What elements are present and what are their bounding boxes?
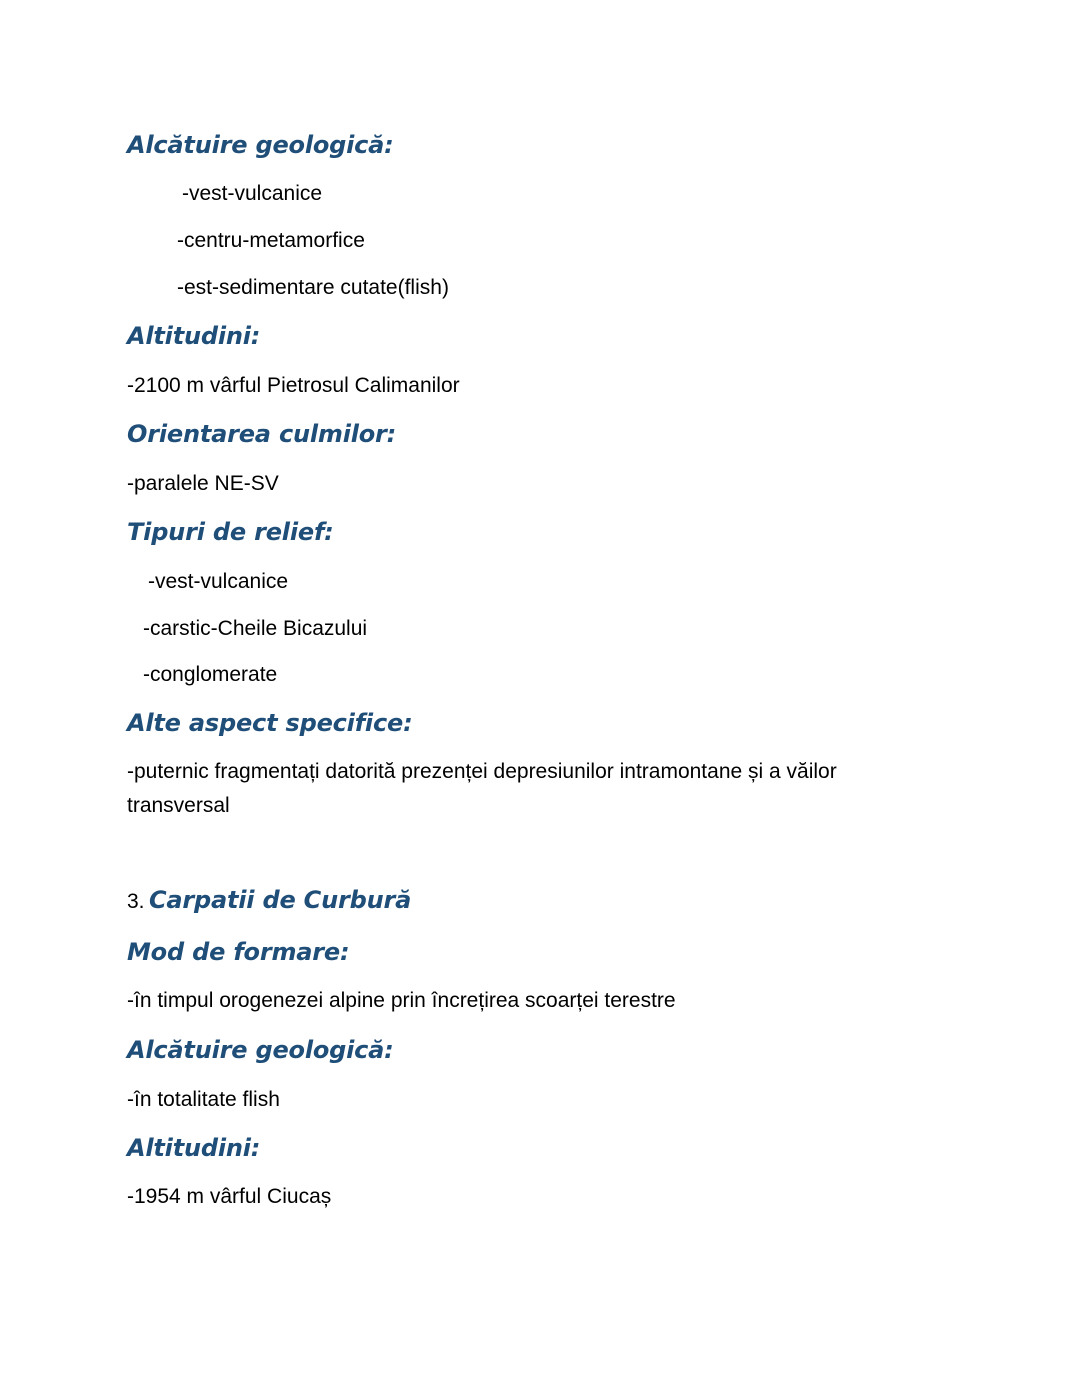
relief-item-conglomerate: -conglomerate	[143, 663, 278, 686]
relief-heading: Tipuri de relief:	[127, 518, 334, 546]
section-title	[127, 885, 411, 919]
geology-item-center: -centru-metamorfice	[177, 229, 365, 252]
altitude-text-section3: -1954 m vârful Ciucaș	[127, 1185, 332, 1208]
geology-heading: Alcătuire geologică:	[127, 131, 394, 159]
formation-heading: Mod de formare:	[127, 938, 350, 966]
geology-item-west: -vest-vulcanice	[182, 182, 323, 205]
orientation-heading: Orientarea culmilor:	[127, 420, 397, 448]
geology-text-section3: -în totalitate flish	[127, 1088, 280, 1111]
altitude-heading: Altitudini:	[127, 322, 261, 350]
other-aspects-text: -puternic fragmentați datorită prezenței depresiunilor intramontane și a văilor transversal	[127, 760, 837, 817]
formation-text: -în timpul orogenezei alpine prin încrețirea scoarței terestre	[127, 989, 676, 1012]
altitude-text: -2100 m vârful Pietrosul Calimanilor	[127, 374, 460, 397]
orientation-text: -paralele NE-SV	[127, 472, 279, 495]
relief-item-karst: -carstic-Cheile Bicazului	[143, 617, 368, 640]
relief-item-volcanic: -vest-vulcanice	[148, 570, 289, 593]
section-number: 3.	[127, 890, 145, 913]
section-name: Carpatii de Curbură	[148, 886, 412, 914]
altitude-heading-section3: Altitudini:	[127, 1134, 261, 1162]
geology-item-east: -est-sedimentare cutate(flish)	[177, 276, 449, 299]
other-aspects-heading: Alte aspect specifice:	[127, 709, 413, 737]
geology-heading-section3: Alcătuire geologică:	[127, 1036, 394, 1064]
